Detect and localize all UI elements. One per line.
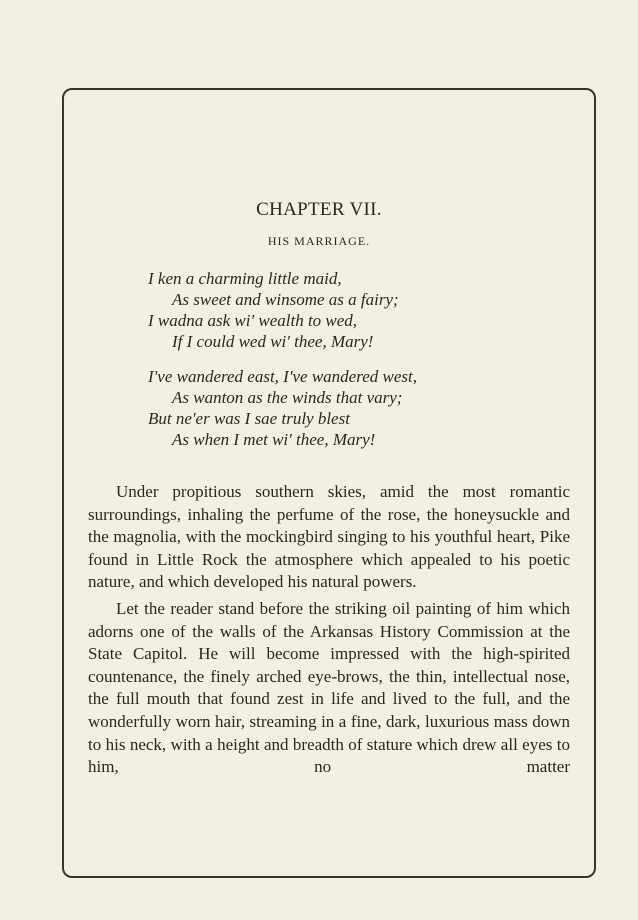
poem-line: I've wandered east, I've wandered west, xyxy=(148,367,417,386)
chapter-title: CHAPTER VII. xyxy=(256,199,382,220)
paragraph: Let the reader stand before the striking oil painting of him which adorns one of the walls of the Arkansas History Commission at the State Capitol. He will become impressed with the high-spirited countenance, the finely arched eye-brows, the thin, intellectual nose, the full mouth that found zest in life and lived to the full, and the wonderfully worn hair, streaming in a fine, dark, luxurious mass down to his neck, with a height and breadth of stature which drew all eyes to him, no matter xyxy=(88,598,570,777)
poem-stanza xyxy=(148,366,568,450)
poem-line: But ne'er was I sae truly blest xyxy=(148,409,350,428)
poem-line: As sweet and winsome as a fairy; xyxy=(172,290,399,309)
poem-stanza xyxy=(148,268,568,352)
poem-line: As when I met wi' thee, Mary! xyxy=(172,430,376,449)
poem xyxy=(148,268,568,464)
poem-line: I ken a charming little maid, xyxy=(148,269,342,288)
chapter-subtitle: HIS MARRIAGE. xyxy=(267,234,371,248)
poem-line: I wadna ask wi' wealth to wed, xyxy=(148,311,358,330)
paragraph: Under propitious southern skies, amid the most romantic surroundings, inhaling the perfume of the rose, the honeysuckle and the magnolia, with the mockingbird singing to his youthful heart, Pike found in Little Rock the atmosphere which appealed to his poetic nature, and which developed his natural powers. xyxy=(88,482,570,592)
poem-line: As wanton as the winds that vary; xyxy=(172,388,403,407)
poem-line: If I could wed wi' thee, Mary! xyxy=(172,332,374,351)
body-text xyxy=(88,481,570,783)
